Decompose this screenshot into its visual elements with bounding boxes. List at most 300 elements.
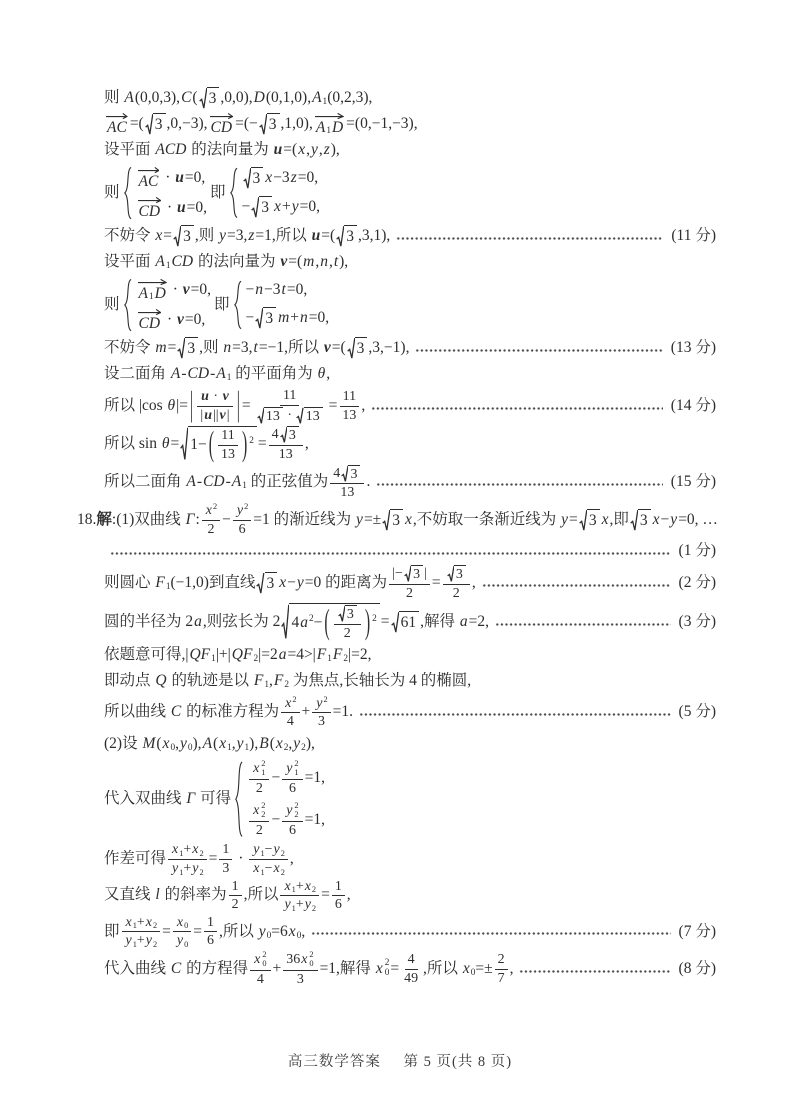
text-run: =2,: [468, 613, 489, 631]
variable: A: [138, 285, 148, 303]
vector-variable: v: [219, 407, 226, 423]
variable: A: [155, 252, 165, 270]
fraction: [280, 879, 319, 913]
radicand: [259, 196, 272, 219]
dotted-leader: [376, 481, 662, 488]
text-run: 1: [222, 842, 230, 858]
text-run: 3: [183, 227, 191, 245]
denominator: [286, 822, 299, 839]
text-run: ,: [289, 850, 294, 868]
text-run: 所以曲线: [104, 703, 170, 721]
square-root: [281, 603, 379, 641]
math-line-25: [104, 951, 716, 987]
vector-variable: u: [311, 226, 321, 244]
sup-sub-stack: [294, 802, 298, 820]
math-line-19: [104, 696, 716, 730]
variable: ACD: [155, 140, 187, 158]
square-root: [447, 565, 466, 583]
variable: y: [125, 933, 132, 949]
text-run: =: [569, 510, 578, 528]
system-row: [247, 802, 325, 838]
text-run: −: [245, 281, 255, 299]
numerator: [173, 915, 191, 933]
numerator: [202, 503, 220, 521]
text-run: −: [264, 842, 273, 858]
text-run: 49: [404, 970, 419, 986]
variable: a: [194, 613, 202, 631]
math-line-5: [104, 224, 716, 248]
left-fence: |: [392, 566, 395, 582]
superscript: 2: [323, 694, 328, 704]
fraction: [249, 802, 269, 838]
text-run: =(: [321, 226, 336, 244]
text-run: −: [222, 510, 231, 528]
subscript: 1: [260, 867, 265, 877]
numerator: [219, 842, 232, 860]
text-run: 11: [342, 389, 357, 405]
text-run: 设平面: [104, 252, 155, 270]
variable: A: [202, 734, 213, 752]
subscript: 0: [296, 930, 302, 941]
variable: z: [290, 169, 297, 187]
variable: AC: [107, 119, 127, 136]
denominator: [253, 822, 266, 839]
subscript: 1: [165, 260, 171, 271]
subscript: 1: [322, 96, 328, 107]
variable: x: [275, 734, 283, 752]
square-root: [404, 565, 423, 583]
variable: x: [288, 922, 296, 940]
text-run: =0,: [186, 198, 207, 216]
text-run: 的正弦值为: [246, 473, 329, 491]
text-run: +: [136, 933, 145, 949]
denominator: [253, 780, 266, 797]
denominator: [168, 860, 207, 877]
text-run: 13: [278, 447, 293, 463]
dotted-leader: [359, 711, 671, 718]
text-run: =: [167, 338, 177, 356]
variable: x: [176, 914, 184, 930]
text-run: 依题意可得,|: [104, 646, 189, 664]
variable: n: [320, 252, 328, 270]
score-label: (7 分): [678, 922, 716, 940]
text-run: ,所以: [423, 959, 462, 977]
fraction: [282, 760, 302, 796]
denominator: [315, 713, 328, 730]
score-label: (1 分): [678, 541, 716, 559]
dotted-leader: [415, 347, 662, 354]
denominator: [276, 446, 296, 463]
variable: y: [179, 734, 187, 752]
variable: D: [331, 119, 344, 136]
text-run: =: [321, 886, 330, 904]
text-run: −: [394, 566, 403, 582]
fraction: [168, 842, 207, 876]
text-run: =1,解得: [319, 959, 375, 977]
fraction: [249, 760, 269, 796]
radicand: [264, 407, 283, 425]
denominator: [122, 932, 161, 949]
variable: θ: [317, 364, 326, 382]
score-label: (11 分): [671, 226, 716, 244]
numerator: [233, 503, 251, 521]
numerator: [218, 428, 237, 446]
subscript: 0: [170, 742, 176, 753]
variable: A: [170, 364, 181, 382]
square-root: [180, 426, 257, 462]
text-run: =: [257, 435, 267, 453]
radical-sign-icon: [447, 565, 454, 583]
radicand: [344, 225, 357, 248]
dotted-leader: [311, 930, 670, 937]
text-run: =0,: [184, 168, 206, 186]
variable: C: [170, 703, 182, 721]
text-run: =0,: [184, 310, 206, 328]
equation-system: [234, 760, 325, 838]
text-run: =(: [288, 252, 303, 270]
radical-sign-icon: [382, 509, 390, 532]
text-run: 圆的半径为 2: [104, 613, 194, 631]
vector-base: [138, 173, 160, 190]
text-run: |+|: [215, 646, 231, 664]
vector-variable: u: [176, 198, 186, 216]
variable: x: [192, 842, 199, 858]
text-run: =3,: [232, 338, 253, 356]
text-run: 的平面角为: [231, 364, 317, 382]
variable: x: [301, 952, 308, 968]
text-run: ,所以: [218, 922, 258, 940]
fraction: [204, 915, 217, 949]
variable: a: [278, 646, 287, 664]
radical-sign-icon: [243, 167, 251, 190]
text-run: 2: [231, 897, 239, 913]
variable: F: [253, 672, 264, 690]
variable: x: [304, 878, 311, 894]
text-run: 则: [104, 295, 120, 313]
radicand: [454, 565, 466, 583]
text-run: 的标准方程为: [182, 703, 280, 721]
denominator: [253, 406, 327, 425]
system-brace-icon: [233, 280, 242, 330]
text-run: =0,: [190, 280, 212, 298]
variable: t: [253, 338, 258, 356]
bracket-content: [395, 565, 424, 583]
dotted-leader: [519, 968, 670, 975]
radicand: [345, 605, 357, 623]
denominator: [280, 896, 319, 913]
variable: A: [231, 473, 242, 491]
right-fence: |: [424, 566, 427, 582]
variable: y: [310, 140, 318, 158]
variable: y: [356, 510, 363, 528]
numerator: [443, 565, 470, 585]
text-run: +: [295, 897, 304, 913]
subscript: 1: [227, 742, 232, 753]
text-run: 61: [400, 614, 417, 632]
subscript: 0: [470, 967, 476, 978]
variable: A: [186, 473, 196, 491]
bracket-group: [188, 386, 242, 425]
text-run: −: [241, 198, 251, 216]
text-run: ·: [168, 280, 182, 298]
variable: x: [205, 502, 212, 518]
text-run: -: [210, 364, 216, 382]
text-run: 6: [207, 933, 214, 949]
text-run: 36: [286, 952, 301, 968]
superscript: 2: [244, 501, 249, 511]
text-run: +: [301, 703, 311, 721]
radicand: [399, 611, 420, 634]
text-run: ,: [301, 922, 306, 940]
math-line-11: [104, 426, 716, 462]
variable: x: [284, 878, 291, 894]
variable: y: [304, 897, 311, 913]
radicand: [304, 407, 323, 425]
subscript: 1: [132, 940, 137, 950]
numerator: [122, 915, 161, 933]
text-run: +: [183, 860, 192, 876]
math-line-1: [104, 86, 716, 110]
fraction: [330, 465, 364, 501]
text-run: ,不妨取一条渐近线为: [412, 510, 561, 528]
denominator: [218, 446, 238, 463]
numerator: [405, 952, 418, 970]
text-run: -: [181, 364, 187, 382]
text-run: =0,: [299, 198, 320, 216]
denominator: [495, 970, 508, 987]
variable: n: [300, 309, 308, 327]
score-label: (13 分): [670, 338, 716, 356]
vector-variable: v: [176, 310, 184, 328]
text-run: 3: [356, 339, 365, 357]
text-run: +: [290, 309, 300, 327]
variable: x: [652, 510, 660, 528]
variable: QF: [189, 646, 211, 664]
numerator: [340, 389, 359, 407]
subscript: 2: [280, 867, 285, 877]
variable: x: [462, 959, 470, 977]
numerator: [249, 760, 269, 780]
variable: m: [278, 309, 290, 327]
subscript: 2: [301, 742, 306, 753]
text-run: |: [226, 407, 230, 423]
text-run: =0 的距离为: [304, 573, 388, 591]
denominator: [337, 484, 357, 501]
text-run: 13: [342, 407, 357, 423]
numerator: [280, 388, 299, 406]
math-line-2: [104, 112, 716, 136]
subscript: 2: [280, 848, 285, 858]
radicand: [287, 426, 299, 444]
text-run: −: [660, 510, 670, 528]
math-line-3: [104, 138, 716, 162]
variable: y: [291, 198, 299, 216]
text-run: ,则弦长为 2: [202, 613, 281, 631]
stack-subscript: 2: [261, 809, 266, 819]
text-run: :(1)双曲线: [111, 510, 185, 528]
square-root: [336, 225, 357, 248]
subscript: 2: [253, 654, 259, 665]
fraction: [334, 605, 361, 641]
variable: m: [303, 252, 315, 270]
text-run: 不妨令: [104, 338, 155, 356]
variable: m: [155, 338, 167, 356]
vector-base: [315, 119, 344, 136]
text-run: 3: [252, 170, 261, 188]
radicand: [348, 465, 360, 483]
subscript: 2: [152, 940, 158, 950]
subscript: 2: [199, 848, 204, 858]
vector-arrow-icon: [315, 112, 344, 119]
text-run: ·: [161, 168, 175, 186]
radicand: [263, 307, 276, 330]
text-run: 6: [334, 897, 342, 913]
numerator: [495, 952, 508, 970]
text-run: +: [183, 842, 192, 858]
text-run: ,3,−1),: [368, 338, 410, 356]
square-root: [338, 605, 357, 623]
bracket-content: [216, 428, 240, 462]
denominator: [332, 896, 345, 913]
text-run: 的法向量为: [187, 140, 273, 158]
subscript: 1: [165, 581, 171, 592]
text-run: 可得: [196, 789, 232, 807]
fraction: [339, 389, 359, 423]
text-run: =: [390, 959, 400, 977]
system-brace-icon: [229, 167, 238, 219]
stack-subscript: 0: [384, 968, 390, 979]
text-run: 的法向量为: [194, 252, 280, 270]
text-run: 4: [291, 614, 300, 632]
square-root: [259, 113, 280, 136]
denominator: [219, 860, 232, 877]
system-row: [246, 280, 308, 301]
denominator: [173, 932, 191, 949]
variable: A: [315, 119, 326, 136]
variable: F: [316, 646, 327, 664]
fraction: [332, 879, 345, 913]
sup-sub-stack: [294, 760, 298, 778]
superscript: 2: [308, 613, 314, 624]
vector-arrow-icon: [106, 112, 128, 119]
text-run: =0,: [308, 309, 330, 327]
text-run: ,: [268, 672, 273, 690]
math-line-24: [104, 915, 716, 949]
denominator: [284, 713, 297, 730]
vector-overarrow: [138, 196, 162, 220]
text-run: ,: [315, 252, 320, 270]
stack-superscript: 2: [261, 758, 266, 768]
text-run: +: [281, 198, 291, 216]
text-run: =: [241, 396, 251, 414]
text-run: =(: [283, 140, 298, 158]
subscript: 2: [284, 680, 289, 691]
radicand: [267, 113, 280, 136]
text-run: =(: [129, 114, 144, 132]
text-run: 3: [208, 89, 217, 107]
stack-subscript: 2: [294, 809, 299, 819]
radical-sign-icon: [404, 565, 411, 583]
page-footer: [0, 1050, 800, 1071]
text-run: .: [366, 473, 371, 491]
numerator: [229, 879, 242, 897]
subscript: 1: [148, 292, 154, 303]
text-run: 设二面角: [104, 364, 170, 382]
text-run: -: [196, 473, 203, 491]
variable: θ: [167, 396, 176, 414]
variable: CD: [138, 315, 161, 333]
text-run: (−1,0)到直线: [170, 573, 256, 591]
text-run: 6: [288, 822, 296, 838]
text-run: 1−: [190, 436, 207, 454]
vector-base: [210, 119, 234, 136]
numerator: [334, 605, 361, 625]
radical-sign-icon: [347, 337, 355, 360]
radicand: [289, 603, 379, 641]
numerator: [282, 760, 302, 780]
text-run: |=2: [258, 646, 278, 664]
text-run: 13: [340, 485, 355, 501]
square-root: [347, 337, 368, 360]
text-run: ),: [305, 734, 315, 752]
subscript: 1: [291, 903, 296, 913]
vector-base: [138, 315, 162, 332]
text-run: ,3,1),: [357, 226, 391, 244]
fraction: [389, 565, 430, 601]
stack-superscript: 2: [294, 801, 299, 811]
square-root: [280, 426, 299, 444]
numerator: [269, 426, 303, 446]
left-fence: (: [324, 604, 330, 642]
text-run: −3: [264, 281, 281, 299]
numerator: [330, 465, 364, 485]
text-run: 1: [207, 914, 214, 930]
system-row: [242, 167, 319, 190]
system-rows: [246, 280, 330, 330]
text-run: =: [208, 850, 218, 868]
denominator: [204, 932, 217, 949]
radical-sign-icon: [280, 426, 287, 444]
text-run: −: [245, 309, 255, 327]
vector-overarrow: [138, 166, 160, 190]
text-run: ·: [234, 850, 248, 868]
variable: y: [253, 842, 260, 858]
text-run: 7: [497, 970, 505, 986]
text-run: =: [162, 922, 171, 940]
text-run: 2: [207, 521, 215, 537]
system-row: [242, 196, 320, 219]
subscript: 1: [179, 848, 184, 858]
text-run: 1: [231, 878, 239, 894]
text-run: 所以 |cos: [104, 396, 167, 414]
score-label: (5 分): [678, 703, 716, 721]
square-root: [382, 509, 403, 532]
denominator: [205, 521, 218, 538]
vector-variable: v: [323, 338, 331, 356]
radicand: [181, 225, 194, 248]
vector-base: [106, 119, 128, 136]
sup-sub-stack: [262, 951, 266, 969]
stack-subscript: 0: [309, 958, 314, 968]
text-run: ,: [471, 573, 476, 591]
math-line-21: [104, 758, 716, 840]
right-fence: |: [236, 386, 240, 425]
text-run: ,: [288, 734, 293, 752]
text-run: 3: [346, 227, 354, 245]
fraction: [253, 388, 327, 424]
variable: x: [404, 510, 412, 528]
vector-arrow-icon: [210, 112, 234, 119]
